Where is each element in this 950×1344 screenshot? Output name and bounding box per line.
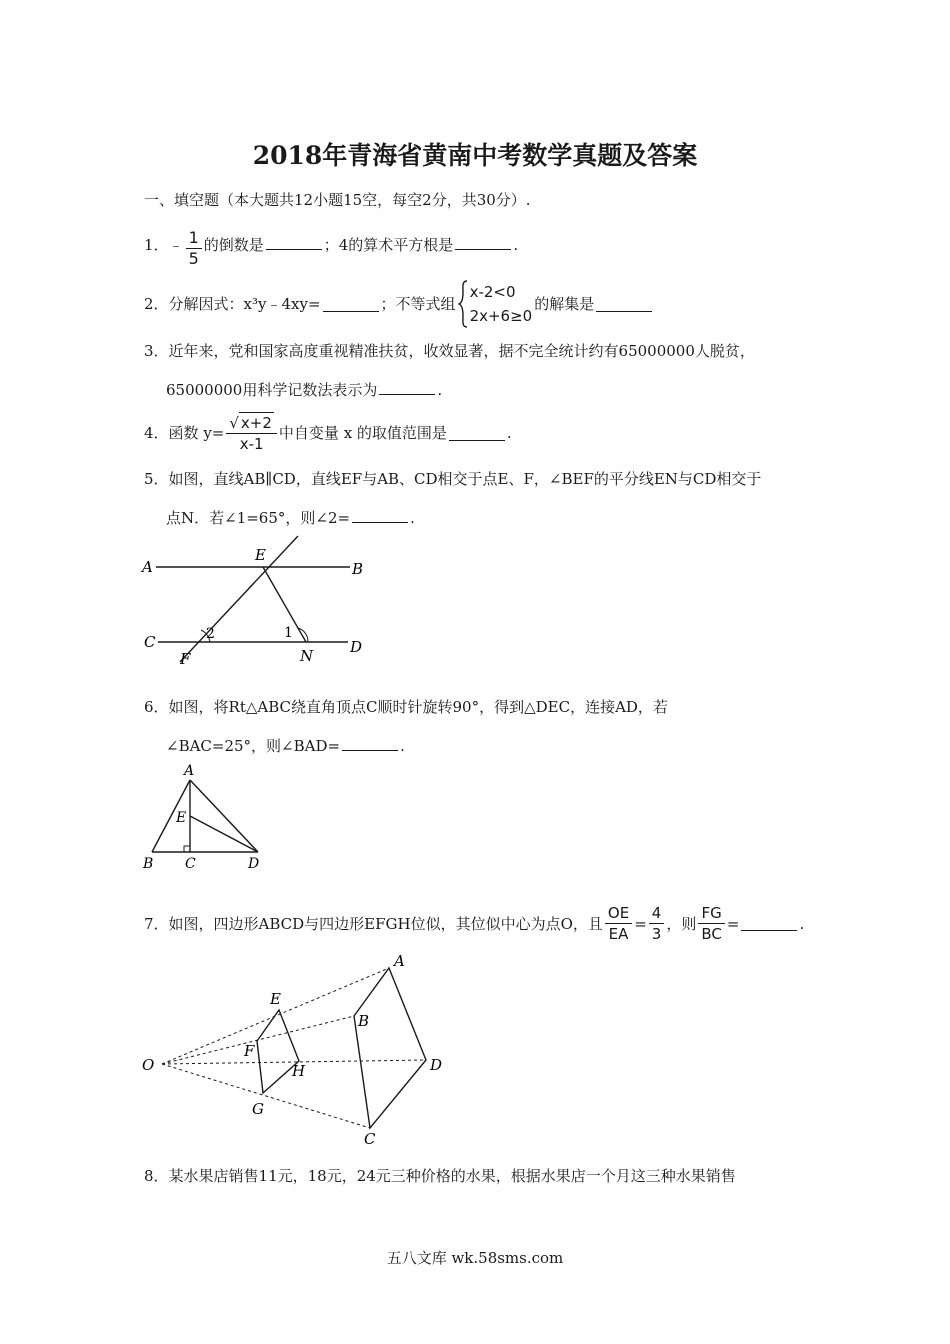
label-b: B	[352, 560, 364, 578]
line-ef	[180, 536, 298, 662]
q8-line-1: 8．某水果店销售11元，18元，24元三种价格的水果，根据水果店一个月这三种水果销售	[144, 1167, 736, 1185]
q7-f2-num: 4	[649, 903, 665, 924]
q6-line-2-text: ∠BAC=25°，则∠BAD=	[166, 737, 341, 755]
q5-line-2-text: 点N．若∠1=65°，则∠2=	[166, 509, 351, 527]
q1-text-b: ；4的算术平方根是	[323, 236, 454, 254]
label-c: C	[364, 1130, 376, 1148]
q1-fraction	[186, 228, 202, 269]
q4-frac-num	[226, 412, 277, 434]
left-brace-icon	[458, 280, 468, 328]
quad-efgh	[257, 1010, 299, 1093]
label-b: B	[143, 856, 154, 872]
q7-fraction-2	[649, 903, 665, 944]
q4-end: .	[506, 424, 512, 442]
q1-blank-1[interactable]	[266, 235, 322, 250]
figure-5	[138, 530, 378, 670]
label-f: F	[180, 650, 191, 668]
figure-6	[138, 760, 278, 875]
q3-line-1: 3．近年来，党和国家高度重视精准扶贫，收效显著，据不完全统计约有65000000人脱贫，	[144, 342, 755, 360]
q2-text-a: 分解因式：x³y﹣4xy=	[168, 295, 321, 313]
q7-blank[interactable]	[741, 916, 797, 931]
label-a: A	[142, 558, 153, 576]
ray-oc	[162, 1064, 370, 1128]
label-a: A	[184, 763, 195, 779]
q7-text-a: 7．如图，四边形ABCD与四边形EFGH位似，其位似中心为点O，且	[144, 914, 603, 933]
q1-number: 1．	[144, 236, 169, 254]
label-d: D	[430, 1056, 443, 1074]
label-e: E	[176, 810, 187, 826]
question-5-line-2	[166, 508, 415, 528]
q3-blank[interactable]	[379, 380, 435, 395]
q4-text-a: 函数 y=	[168, 424, 225, 442]
q2-ineq-2: 2x+6≥0	[469, 307, 533, 325]
label-n: N	[300, 647, 314, 665]
question-6-line-2	[166, 736, 405, 756]
q2-ineq-1: x-2<0	[469, 283, 516, 301]
label-a: A	[394, 952, 405, 970]
q7-f1-num: OE	[605, 903, 632, 924]
figure-7	[136, 948, 456, 1148]
q6-end: .	[400, 737, 405, 755]
q7-f3-num: FG	[698, 903, 725, 924]
label-d: D	[248, 856, 260, 872]
label-d: D	[350, 638, 363, 656]
q6-line-1: 6．如图，将Rt△ABC绕直角顶点C顺时针旋转90°，得到△DEC，连接AD，若	[144, 698, 668, 716]
question-7	[144, 903, 804, 944]
label-c: C	[144, 633, 156, 651]
footer-watermark: 五八文库 wk.58sms.com	[386, 1249, 564, 1267]
q7-fraction-1	[605, 903, 632, 944]
q4-number: 4．	[144, 424, 169, 442]
q7-equals-2: =	[726, 914, 740, 933]
q7-equals-1: =	[634, 914, 647, 933]
segment-ad	[190, 780, 258, 852]
q1-text-a: 的倒数是	[203, 236, 264, 254]
q7-end: .	[799, 914, 805, 933]
q1-frac-den: 5	[188, 249, 199, 268]
q2-number: 2．	[144, 295, 169, 313]
q1-sign: ﹣	[168, 236, 184, 254]
q7-f2-den: 3	[651, 925, 662, 943]
label-e: E	[255, 546, 266, 564]
q3-line-2-text: 65000000用科学记数法表示为	[166, 381, 378, 399]
q2-text-c: 的解集是	[534, 295, 595, 313]
label-g: G	[252, 1100, 264, 1118]
q4-blank[interactable]	[449, 426, 505, 441]
section-header: 一、填空题（本大题共12小题15空，每空2分，共30分）.	[144, 191, 531, 209]
label-o: O	[142, 1056, 155, 1074]
q7-f1-den: EA	[608, 925, 629, 943]
q5-blank[interactable]	[352, 508, 408, 523]
question-4	[144, 412, 512, 454]
right-angle-icon	[184, 846, 190, 852]
q2-blank-1[interactable]	[323, 297, 379, 312]
q2-blank-2[interactable]	[596, 297, 652, 312]
q5-end: .	[410, 509, 415, 527]
q1-blank-2[interactable]	[455, 235, 511, 250]
q2-text-b: ；不等式组	[380, 295, 456, 313]
question-2	[144, 280, 654, 328]
q4-frac-den: x-1	[239, 435, 264, 453]
q4-fraction	[226, 412, 277, 454]
label-angle-2: 2	[206, 626, 215, 642]
q4-radicand: x+2	[240, 414, 272, 432]
label-f: F	[244, 1042, 255, 1060]
q1-end: .	[513, 236, 519, 254]
segment-ed	[190, 816, 258, 852]
question-1	[144, 228, 518, 269]
page-title: 2018年青海省黄南中考数学真题及答案	[252, 141, 698, 170]
q3-end: .	[437, 381, 443, 399]
q7-fraction-3	[698, 903, 725, 944]
label-angle-1: 1	[284, 625, 293, 641]
q1-frac-num: 1	[186, 228, 202, 249]
label-b: B	[358, 1012, 370, 1030]
q2-inequality-system	[458, 280, 533, 328]
sqrt-icon: √	[229, 414, 239, 432]
q7-f3-den: BC	[701, 925, 722, 943]
question-3-line-2	[166, 380, 442, 400]
q7-text-b: ，则	[666, 914, 697, 933]
q6-blank[interactable]	[342, 736, 398, 751]
quad-abcd	[354, 968, 426, 1128]
label-c: C	[185, 856, 196, 872]
label-h: H	[292, 1062, 306, 1080]
q4-text-b: 中自变量 x 的取值范围是	[278, 424, 447, 442]
label-e: E	[270, 990, 281, 1008]
q5-line-1: 5．如图，直线AB∥CD，直线EF与AB、CD相交于点E、F，∠BEF的平分线EN与CD相交于	[144, 470, 762, 488]
